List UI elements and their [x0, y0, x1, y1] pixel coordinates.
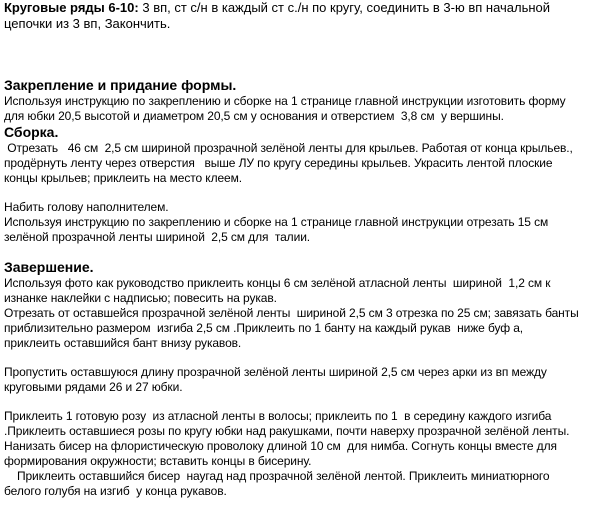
- assembly-paragraph-3: Используя инструкцию по закреплению и сборке на 1 странице главной инструкции отрезать 15 см зелёной прозрачной ленты шириной 2,5 см для талии.: [4, 215, 552, 244]
- intro-text: 3 вп, ст с/н в каждый ст с./н по кругу, соединить в 3-ю вп начальной цепочки из 3 вп, Закончить.: [4, 0, 551, 31]
- assembly-paragraph-2: Набить голову наполнителем.: [4, 200, 169, 214]
- finishing-paragraph-2: Отрезать от оставшейся прозрачной зелёной ленты шириной 2,5 см 3 отрезка по 25 см; завязать банты приблизительно размером изгиба 2,5 см .Приклеить по 1 банту на каждый рукав ниже буф а, приклеить оставшийся бант внизу рукавов.: [4, 306, 582, 350]
- heading-fixing: Закрепление и придание формы.: [4, 77, 237, 93]
- intro-paragraph: [4, 0, 576, 32]
- finishing-paragraph-1: Используя фото как руководство приклеить концы 6 см зелёной атласной ленты шириной 1,2 см к изнанке наклейки с надписью; повесить на рукав.: [4, 276, 554, 305]
- spacer: [4, 395, 590, 409]
- finishing-paragraph-3: Пропустить оставшуюся длину прозрачной зелёной ленты шириной 2,5 см через арки из вп между круговыми рядами 26 и 27 юбки.: [4, 365, 551, 394]
- document-body: [4, 0, 590, 499]
- intro-label: Круговые ряды 6-10:: [4, 0, 139, 15]
- fixing-paragraph: Используя инструкцию по закреплению и сборке на 1 странице главной инструкции изготовить форму для юбки 20,5 высотой и диаметром 20,5 см у основания и отверстием 3,8 см у вершины.: [4, 94, 569, 123]
- heading-finishing: Завершение.: [4, 259, 94, 275]
- spacer: [4, 186, 590, 200]
- finishing-paragraph-6: Приклеить оставшийся бисер наугад над прозрачной зелёной лентой. Приклеить миниатюрного белого голубя на изгиб у конца рукавов.: [4, 469, 553, 498]
- spacer: [4, 32, 590, 77]
- finishing-paragraph-4: Приклеить 1 готовую розу из атласной ленты в волосы; приклеить по 1 в середину каждого изгиба .Приклеить оставшиеся розы по кругу юбки над ракушками, почти наверху прозрачной зелёной ленты.: [4, 409, 570, 438]
- assembly-paragraph-1: Отрезать 46 см 2,5 см шириной прозрачной зелёной ленты для крыльев. Работая от конца крыльев., продёрнуть ленту через отверстия выше ЛУ по кругу середины крыльев. Украсить лентой плоские концы крыльев; приклеить на место клеем.: [4, 141, 577, 185]
- finishing-paragraph-5: Нанизать бисер на флористическую проволоку длиной 10 см для нимба. Согнуть концы вместе для формирования окружности; вставить концы в бисерину.: [4, 439, 561, 468]
- spacer: [4, 245, 590, 259]
- heading-assembly: Сборка.: [4, 124, 59, 140]
- spacer: [4, 351, 590, 365]
